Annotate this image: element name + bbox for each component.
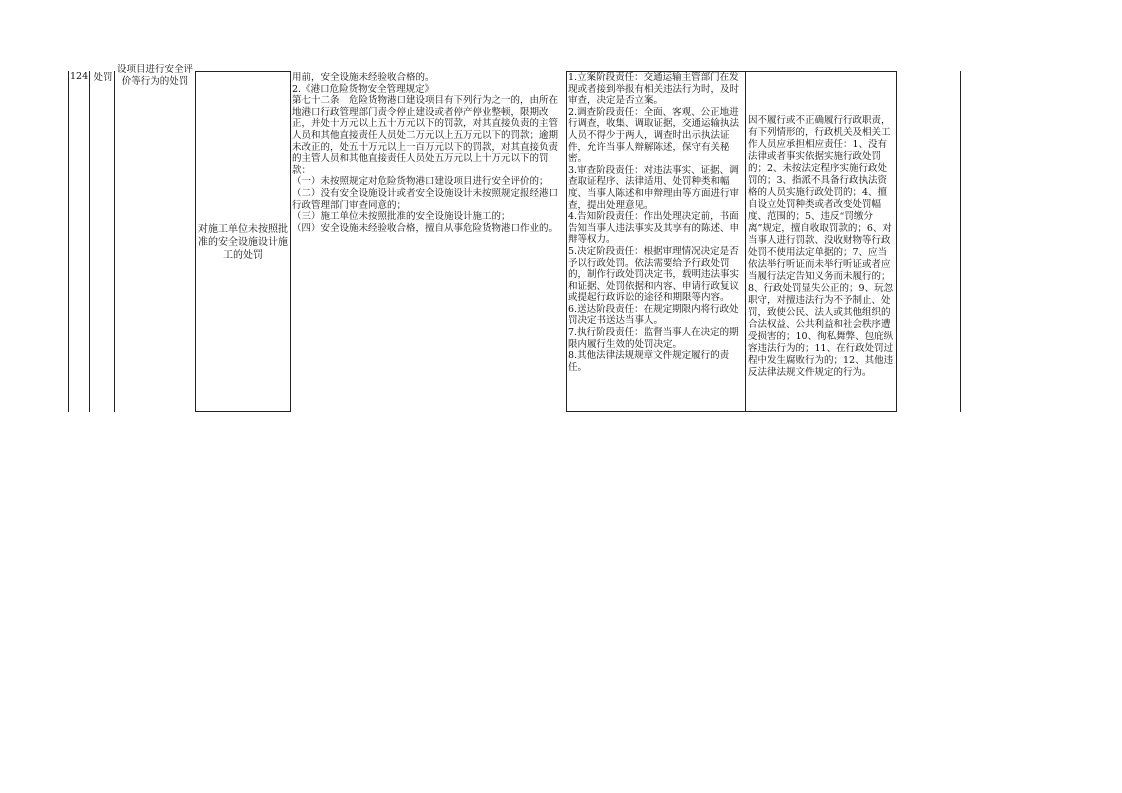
previous-item-name: 设项目进行安全评价等行为的处罚 (116, 64, 193, 87)
sequence-number: 124 (70, 71, 88, 82)
grid-line (195, 411, 290, 412)
grid-line (896, 71, 897, 412)
grid-line (114, 71, 115, 412)
legal-basis (292, 72, 564, 234)
responsibility-item: 6.送达阶段责任：在规定期限内将行政处罚决定书送达当事人。 (568, 303, 739, 327)
grid-line (960, 71, 961, 412)
accountability-paragraph: 因不履行或不正确履行行政职责，有下列情形的，行政机关及相关工作人员应承担相应责任：1、没有法律或者事实依据实施行政处罚的；2、未按法定程序实施行政处罚的；3、指派不具备行政执法资格的人员实施行政处罚的；4、擅自设立处罚种类或者改变处罚幅度、范围的；5、违反“罚缴分离”规定，擅自收取罚款的；6、对当事人进行罚款、没收财物等行政处罚不使用法定单据的；7、应当依法举行听证而未举行听证或者应当履行法定告知义务而未履行的；8、行政处罚显失公正的；9、玩忽职守，对擅违法行为不予制止、处罚，致使公民、法人或其他组织的合法权益、公共利益和社会秩序遭受损害的；10、徇私舞弊、包庇纵容违法行为的；11、在行政处罚过程中发生腐败行为的；12、其他违反法律法规文件规定的行为。 (748, 115, 894, 378)
basis-line: （四）安全设施未经验收合格，擅自从事危险货物港口作业的。 (292, 222, 559, 234)
responsibility-item: 3.审查阶段责任：对违法事实、证据、调查取证程序、法律适用、处罚种类和幅度、当事人陈述和申辩理由等方面进行审查，提出处理意见。 (568, 164, 740, 211)
responsibility-item: 4.告知阶段责任：作出处理决定前，书面告知当事人违法事实及其享有的陈述、申辩等权力。 (568, 211, 740, 246)
basis-line: 第七十二条 危险货物港口建设项目有下列行为之一的，由所在地港口行政管理部门责令停止建设或者停产停业整顿，限期改正，并处十万元以上五十万元以下的罚款，对其直接负责的主管人员和其他直接责任人员处二万元以上五万元以下的罚款；逾期未改正的，处五十万元以上一百万元以下的罚款，对其直接负责的主管人员和其他直接责任人员处五万元以上十万元以下的罚款： (292, 95, 559, 176)
accountability-text (748, 115, 896, 379)
basis-line: （三）施工单位未按照批准的安全设施设计施工的； (292, 211, 511, 223)
grid-line (566, 411, 896, 412)
grid-line (68, 71, 69, 412)
basis-line: 2.《港口危险货物安全管理规定》 (292, 83, 435, 95)
basis-line: 用前，安全设施未经验收合格的。 (292, 72, 435, 83)
item-name: 对施工单位未按照批准的安全设施设计施工的处罚 (198, 224, 288, 261)
basis-line: （二）没有安全设施设计或者安全设施设计未按照规定报经港口行政管理部门审查同意的； (292, 187, 559, 211)
responsibility-stages (568, 72, 744, 373)
responsibility-item: 1.立案阶段责任：交通运输主管部门在发现或者接到举报有相关违法行为时，及时审查，决定是否立案。 (568, 72, 740, 107)
category-label: 处罚 (93, 72, 113, 83)
grid-line (566, 71, 567, 412)
grid-line (89, 71, 90, 412)
responsibility-item: 2.调查阶段责任：全面、客观、公正地进行调查，收集、调取证据，交通运输执法人员不得少于两人，调查时出示执法证件，允许当事人辩解陈述，保守有关秘密。 (568, 106, 740, 165)
grid-line (195, 71, 196, 412)
grid-line (745, 71, 746, 412)
responsibility-item: 8.其他法律法规规章文件规定履行的责任。 (568, 350, 730, 373)
grid-line (195, 71, 290, 72)
grid-line (290, 71, 291, 412)
responsibility-item: 7.执行阶段责任：监督当事人在决定的期限内履行生效的处罚决定。 (568, 327, 739, 350)
responsibility-item: 5.决定阶段责任：根据审理情况决定是否予以行政处罚。依法需要给予行政处罚的，制作行政处罚决定书，载明违法事实和证据、处罚依据和内容、申请行政复议或提起行政诉讼的途径和期限等内容。 (568, 245, 740, 304)
basis-line: （一）未按照规定对危险货物港口建设项目进行安全评价的； (292, 176, 549, 188)
